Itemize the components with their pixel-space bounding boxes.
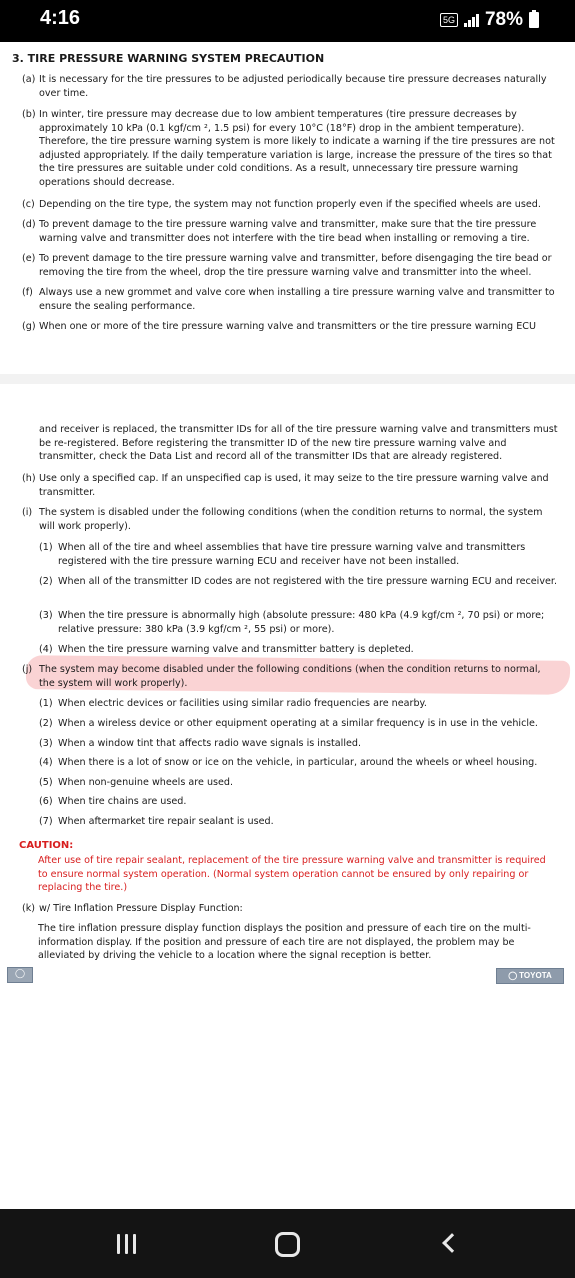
- home-button[interactable]: [275, 1232, 300, 1257]
- document-page-2: [0, 384, 575, 1004]
- list-item-i-3: (3) When the tire pressure is abnormally high (absolute pressure: 480 kPa (4.9 kgf/cm ², 70 psi) or more; relative pressure: 380 kPa (3.9 kgf/cm ², 55 psi) or more).: [39, 610, 545, 635]
- list-item-j-3: (3) When a window tint that affects radio wave signals is installed.: [39, 738, 362, 749]
- paragraph-j: (j) The system may become disabled under the following conditions (when the condition returns to normal, the system will work properly).: [22, 664, 541, 689]
- paragraph-a: (a) It is necessary for the tire pressures to be adjusted periodically because tire pressure decreases naturally over time.: [22, 74, 547, 99]
- battery-percent: 78%: [484, 9, 523, 30]
- paragraph-e: (e) To prevent damage to the tire pressure warning valve and transmitter, before disengaging the tire bead or removing the tire from the wheel, drop the tire pressure warning valve and transmitter into the wheel.: [22, 253, 552, 278]
- signal-strength-icon: [464, 13, 479, 27]
- document-page-1: [0, 42, 575, 374]
- caution-text: After use of tire repair sealant, replacement of the tire pressure warning valve and transmitter is required to ensure normal system operation. (Normal system operation cannot be ensured by only repairing or replacing the tire.): [38, 855, 546, 894]
- list-item-i-2: (2) When all of the transmitter ID codes are not registered with the tire pressure warning ECU and receiver.: [39, 576, 558, 587]
- paragraph-f: (f) Always use a new grommet and valve core when installing a tire pressure warning valve and transmitter to ensure the sealing performance.: [22, 287, 555, 312]
- paragraph-k: (k) w/ Tire Inflation Pressure Display Function:: [22, 903, 243, 914]
- list-item-j-7: (7) When aftermarket tire repair sealant is used.: [39, 816, 274, 827]
- caution-title: CAUTION:: [19, 840, 74, 851]
- toyota-emblem-icon: ◯: [7, 967, 33, 983]
- list-item-j-1: (1) When electric devices or facilities using similar radio frequencies are nearby.: [39, 698, 427, 709]
- list-item-j-5: (5) When non-genuine wheels are used.: [39, 777, 234, 788]
- paragraph-b: (b) In winter, tire pressure may decrease due to low ambient temperatures (tire pressure decreases by approximately 10 kPa (0.1 kgf/cm ², 1.5 psi) for every 10°C (18°F) drop in the ambient temperature). Therefore, the tire pressure warning system is more likely to indicate a warning if the tire pressures are not adjusted appropriately. If the daily temperature variation is large, increase the pressure of the tires so that the tire pressures are suitable under cold conditions. As a result, unnecessary tire pressure warning operations should decrease.: [22, 109, 555, 188]
- paragraph-h: (h) Use only a specified cap. If an unspecified cap is used, it may seize to the tire pressure warning valve and transmitter.: [22, 473, 549, 498]
- status-bar: [0, 0, 575, 42]
- page-divider: [0, 374, 575, 384]
- section-title: 3. TIRE PRESSURE WARNING SYSTEM PRECAUTION: [12, 52, 325, 65]
- toyota-emblem-small-icon: ◯: [508, 971, 518, 981]
- paragraph-g-continued: and receiver is replaced, the transmitter IDs for all of the tire pressure warning valve and transmitters must be re-registered. Before registering the transmitter ID of the new tire pressure warning valve and transmitter, check the Data List and record all of the transmitter IDs that are already registered.: [39, 424, 558, 463]
- list-item-j-6: (6) When tire chains are used.: [39, 796, 187, 807]
- navigation-bar: [0, 1209, 575, 1278]
- recent-apps-button[interactable]: [117, 1234, 136, 1254]
- toyota-logo-text: TOYOTA: [519, 971, 552, 981]
- paragraph-c: (c) Depending on the tire type, the system may not function properly even if the specified wheels are used.: [22, 199, 541, 210]
- status-time: 4:16: [40, 7, 81, 29]
- list-item-j-4: (4) When there is a lot of snow or ice on the vehicle, in particular, around the wheels or wheel housing.: [39, 757, 538, 768]
- network-type-icon: 5G: [440, 13, 458, 27]
- battery-icon: [529, 12, 539, 28]
- back-button[interactable]: [442, 1233, 462, 1253]
- paragraph-g: (g) When one or more of the tire pressure warning valve and transmitters or the tire pressure warning ECU: [22, 321, 536, 332]
- list-item-j-2: (2) When a wireless device or other equipment operating at a similar frequency is in use in the vehicle.: [39, 718, 538, 729]
- list-item-i-4: (4) When the tire pressure warning valve and transmitter battery is depleted.: [39, 644, 414, 655]
- paragraph-i: (i) The system is disabled under the following conditions (when the condition returns to normal, the system will work properly).: [22, 507, 543, 532]
- status-indicators: [440, 9, 539, 31]
- paragraph-d: (d) To prevent damage to the tire pressure warning valve and transmitter, make sure that the tire pressure warning valve and transmitter does not interfere with the tire bead when installing or removing a tire.: [22, 219, 537, 244]
- paragraph-k-body: The tire inflation pressure display function displays the position and pressure of each tire on the multi-information display. If the position and pressure of each tire are not displayed, the problem may be alleviated by driving the vehicle to a location where the signal reception is better.: [38, 923, 531, 962]
- list-item-i-1: (1) When all of the tire and wheel assemblies that have tire pressure warning valve and transmitters registered with the tire pressure warning ECU and receiver have not been installed.: [39, 542, 526, 567]
- toyota-logo: [496, 968, 564, 984]
